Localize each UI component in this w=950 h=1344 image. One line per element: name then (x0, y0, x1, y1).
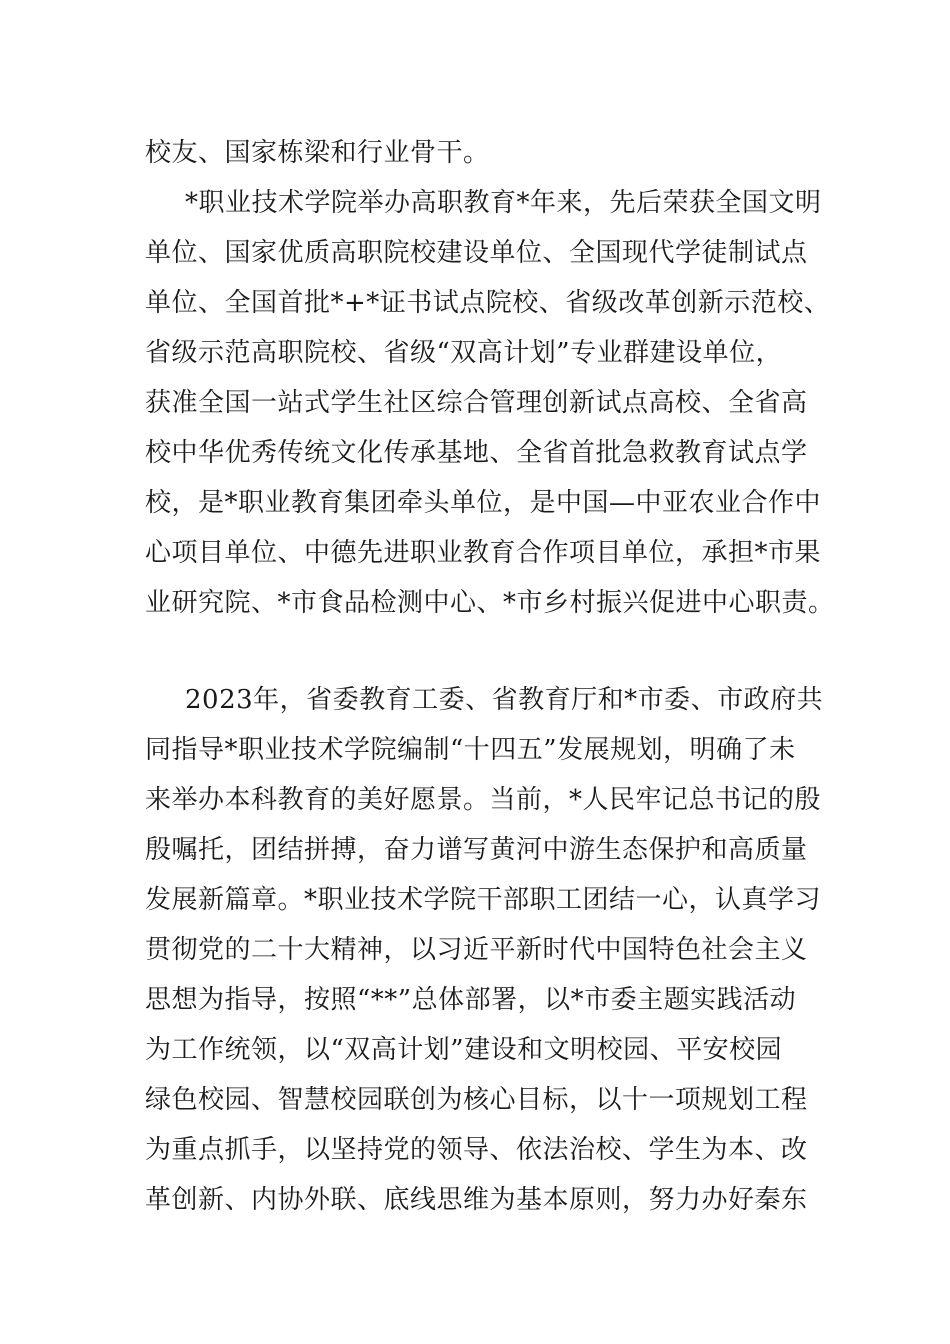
text-line: 思想为指导，按照“**”总体部署，以*市委主题实践活动 (145, 985, 797, 1015)
text-line: 省级示范高职院校、省级“双高计划”专业群建设单位， (145, 338, 783, 368)
text-line: 殷嘱托，团结拼搏，奋力谱写黄河中游生态保护和高质量 (145, 835, 808, 865)
text-line: 校，是*职业教育集团牵头单位，是中国—中亚农业合作中 (145, 488, 822, 518)
text-line: 单位、国家优质高职院校建设单位、全国现代学徒制试点 (145, 238, 808, 268)
text-line: 业研究院、*市食品检测中心、*市乡村振兴促进中心职责。 (145, 588, 835, 618)
text-line: 单位、全国首批*+*证书试点院校、省级改革创新示范校、 (145, 288, 831, 318)
text-line: 为工作统领，以“双高计划”建设和文明校园、平安校园 (145, 1035, 783, 1065)
text-line: 来举办本科教育的美好愿景。当前，*人民牢记总书记的殷 (145, 785, 822, 815)
text-line: 贯彻党的二十大精神，以习近平新时代中国特色社会主义 (145, 935, 808, 965)
text-line: 2023年，省委教育工委、省教育厅和*市委、市政府共 (185, 685, 824, 715)
text-line: 心项目单位、中德先进职业教育合作项目单位，承担*市果 (145, 538, 822, 568)
text-line: 获准全国一站式学生社区综合管理创新试点高校、全省高 (145, 388, 808, 418)
text-line: 发展新篇章。*职业技术学院干部职工团结一心，认真学习 (145, 885, 822, 915)
text-line: 同指导*职业技术学院编制“十四五”发展规划，明确了未 (145, 735, 796, 765)
text-line: 校友、国家栋梁和行业骨干。 (145, 138, 490, 168)
text-line: 绿色校园、智慧校园联创为核心目标，以十一项规划工程 (145, 1085, 808, 1115)
text-line: 革创新、内协外联、底线思维为基本原则，努力办好秦东 (145, 1185, 808, 1215)
text-line: 为重点抓手，以坚持党的领导、依法治校、学生为本、改 (145, 1135, 808, 1165)
text-line: 校中华优秀传统文化传承基地、全省首批急救教育试点学 (145, 438, 808, 468)
text-line: *职业技术学院举办高职教育*年来，先后荣获全国文明 (185, 188, 822, 218)
